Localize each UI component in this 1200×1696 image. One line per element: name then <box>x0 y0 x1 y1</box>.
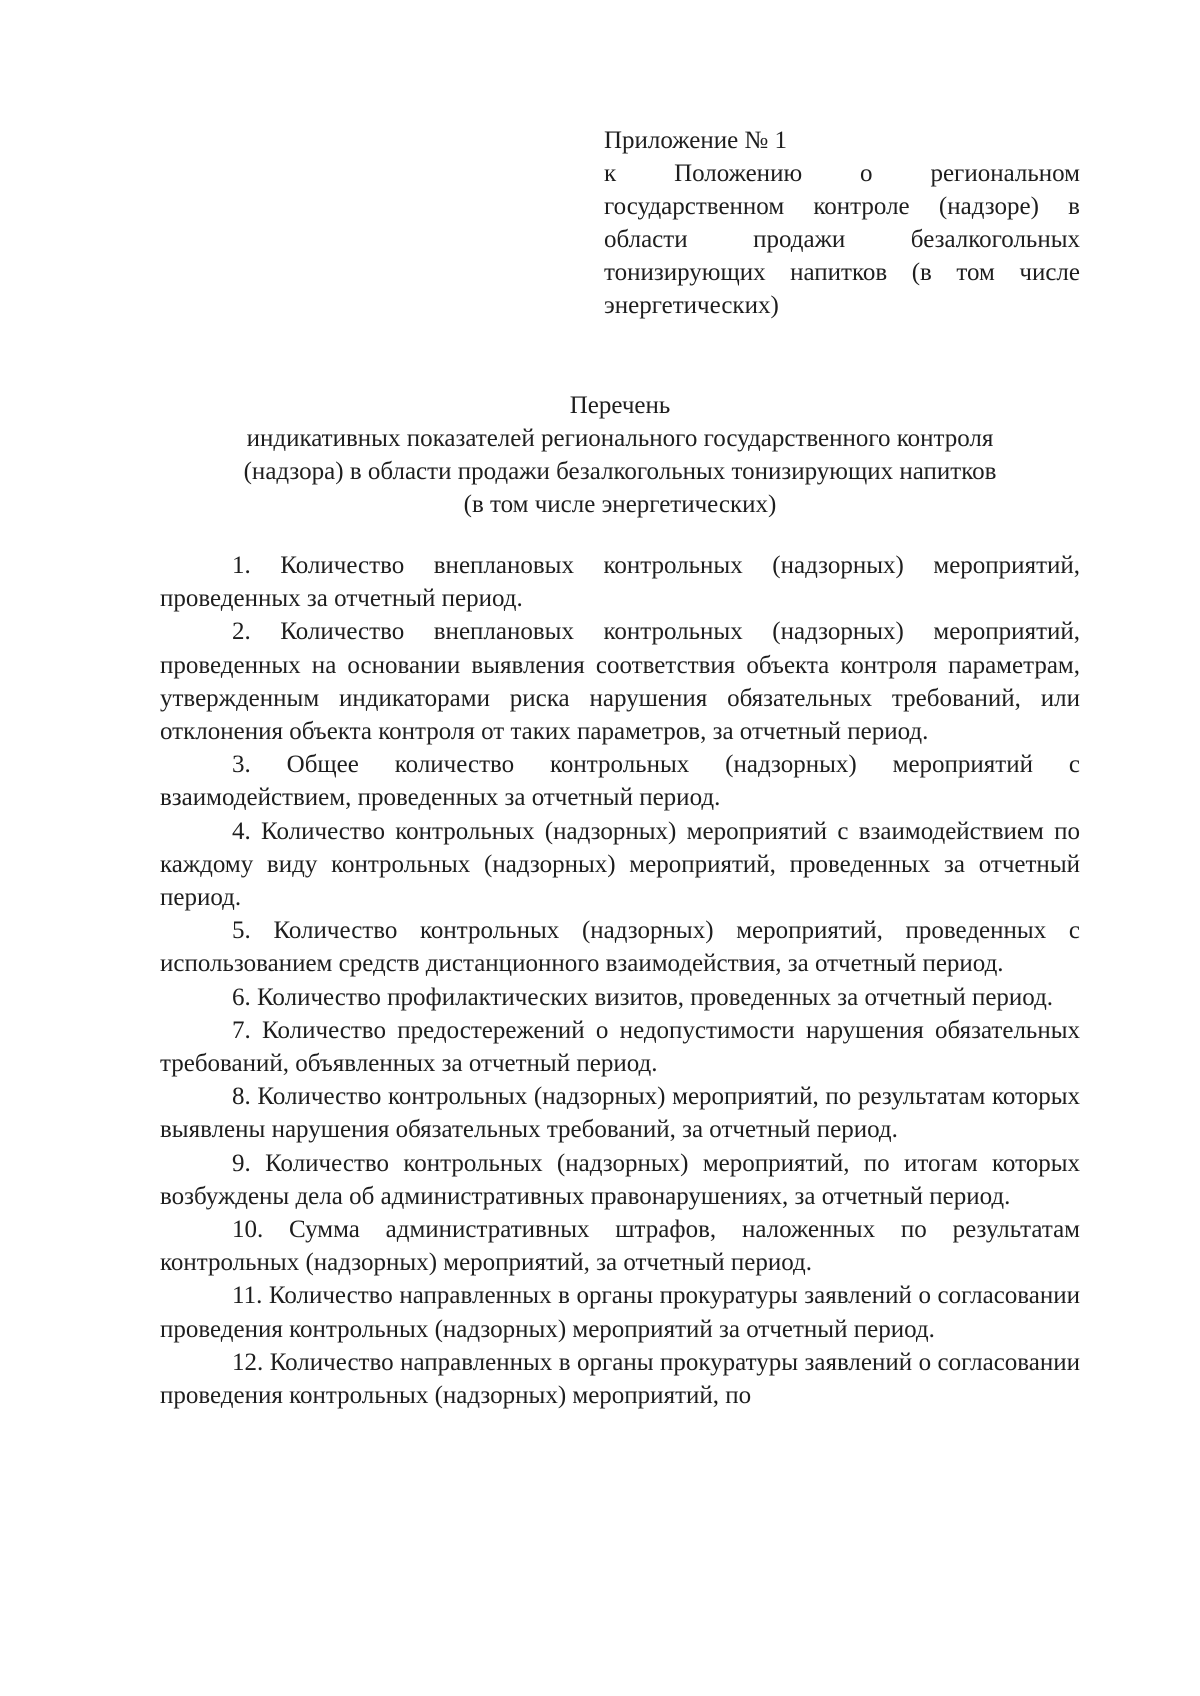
list-item-9: 9. Количество контрольных (надзорных) мероприятий, по итогам которых возбуждены дела об административных правонарушениях, за отчетный период. <box>160 1149 1080 1210</box>
list-item-4: 4. Количество контрольных (надзорных) мероприятий с взаимодействием по каждому виду контрольных (надзорных) мероприятий, проведенных за отчетный период. <box>160 817 1080 912</box>
list-item-3: 3. Общее количество контрольных (надзорных) мероприятий с взаимодействием, проведенных за отчетный период. <box>160 751 1080 812</box>
list-item-7: 7. Количество предостережений о недопустимости нарушения обязательных требований, объявленных за отчетный период. <box>160 1016 1080 1078</box>
appendix-title: Приложение № 1 <box>604 127 788 154</box>
list-item-11: 11. Количество направленных в органы прокуратуры заявлений о согласовании проведения контрольных (надзорных) мероприятий за отчетный период. <box>160 1282 1080 1343</box>
appendix-text: к Положению о региональном государственном контроле (надзоре) в области продажи безалкогольных тонизирующих напитков (в том числе энергетических) <box>604 160 1080 319</box>
indicator-list <box>160 549 1080 1412</box>
list-item-2: 2. Количество внеплановых контрольных (надзорных) мероприятий, проведенных на основании выявления соответствия объекта контроля параметрам, утвержденным индикаторами риска нарушения обязательных требований, или отклонения объекта контроля от таких параметров, за отчетный период. <box>160 618 1080 746</box>
appendix-block <box>604 124 1080 322</box>
list-item-1: 1. Количество внеплановых контрольных (надзорных) мероприятий, проведенных за отчетный период. <box>160 552 1080 613</box>
document-heading <box>140 389 1100 521</box>
heading-line-2: индикативных показателей регионального государственного контроля <box>246 425 994 452</box>
heading-line-3: (надзора) в области продажи безалкогольных тонизирующих напитков <box>243 458 997 485</box>
heading-line-1: Перечень <box>569 392 671 419</box>
list-item-8: 8. Количество контрольных (надзорных) мероприятий, по результатам которых выявлены нарушения обязательных требований, за отчетный период. <box>160 1083 1080 1144</box>
list-item-12: 12. Количество направленных в органы прокуратуры заявлений о согласовании проведения контрольных (надзорных) мероприятий, по <box>160 1348 1080 1410</box>
list-item-6: 6. Количество профилактических визитов, проведенных за отчетный период. <box>232 983 1054 1011</box>
heading-line-4: (в том числе энергетических) <box>463 491 777 518</box>
list-item-5: 5. Количество контрольных (надзорных) мероприятий, проведенных с использованием средств дистанционного взаимодействия, за отчетный период. <box>160 917 1080 978</box>
list-item-10: 10. Сумма административных штрафов, наложенных по результатам контрольных (надзорных) мероприятий, за отчетный период. <box>160 1216 1080 1277</box>
